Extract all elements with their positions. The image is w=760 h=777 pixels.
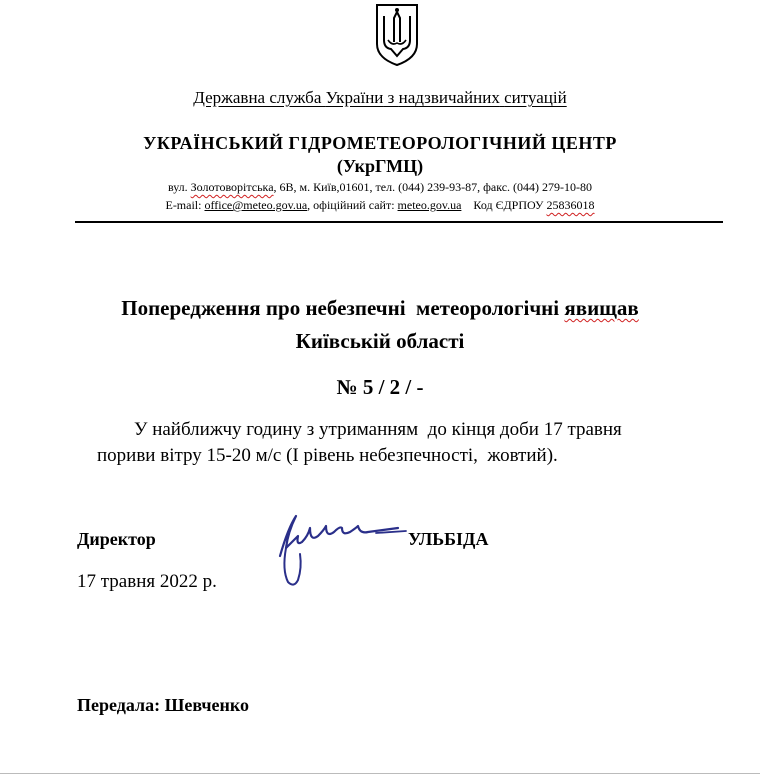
center-name: УКРАЇНСЬКИЙ ГІДРОМЕТЕОРОЛОГІЧНИЙ ЦЕНТР: [143, 133, 617, 153]
director-label: Директор: [77, 529, 156, 549]
sender-name: Передала: Шевченко: [77, 695, 250, 715]
warning-text-line-2: пориви вітру 15-20 м/с (І рівень небезпечності, жовтий).: [97, 445, 558, 466]
warning-title: Попередження про небезпечні метеорологічні явищав: [121, 296, 639, 320]
document-date: 17 травня 2022 р.: [77, 571, 217, 592]
website-link[interactable]: meteo.gov.ua: [397, 198, 462, 212]
address-line: вул. Золотоворітська, 6В, м. Київ,01601, тел. (044) 239-93-87, факс. (044) 279-10-80: [167, 180, 593, 194]
page-edge: [0, 773, 760, 774]
center-abbr: (УкрГМЦ): [336, 156, 424, 176]
warning-text-line-1: У найближчу годину з утриманням до кінця доби 17 травня: [134, 419, 622, 440]
document-number: № 5 / 2 / -: [336, 375, 424, 399]
handwritten-signature: [258, 498, 418, 593]
signer-name: УЛЬБІДА: [408, 529, 489, 549]
agency-name: Державна служба України з надзвичайних ситуацій: [193, 88, 567, 107]
email-link[interactable]: office@meteo.gov.ua: [204, 198, 308, 212]
contacts-line: E-mail: office@meteo.gov.ua, офіційний сайт: meteo.gov.ua Код ЄДРПОУ 25836018: [165, 198, 595, 212]
header-divider: [75, 221, 723, 223]
coat-of-arms-icon: [374, 2, 420, 68]
warning-region: Київській області: [295, 329, 465, 353]
